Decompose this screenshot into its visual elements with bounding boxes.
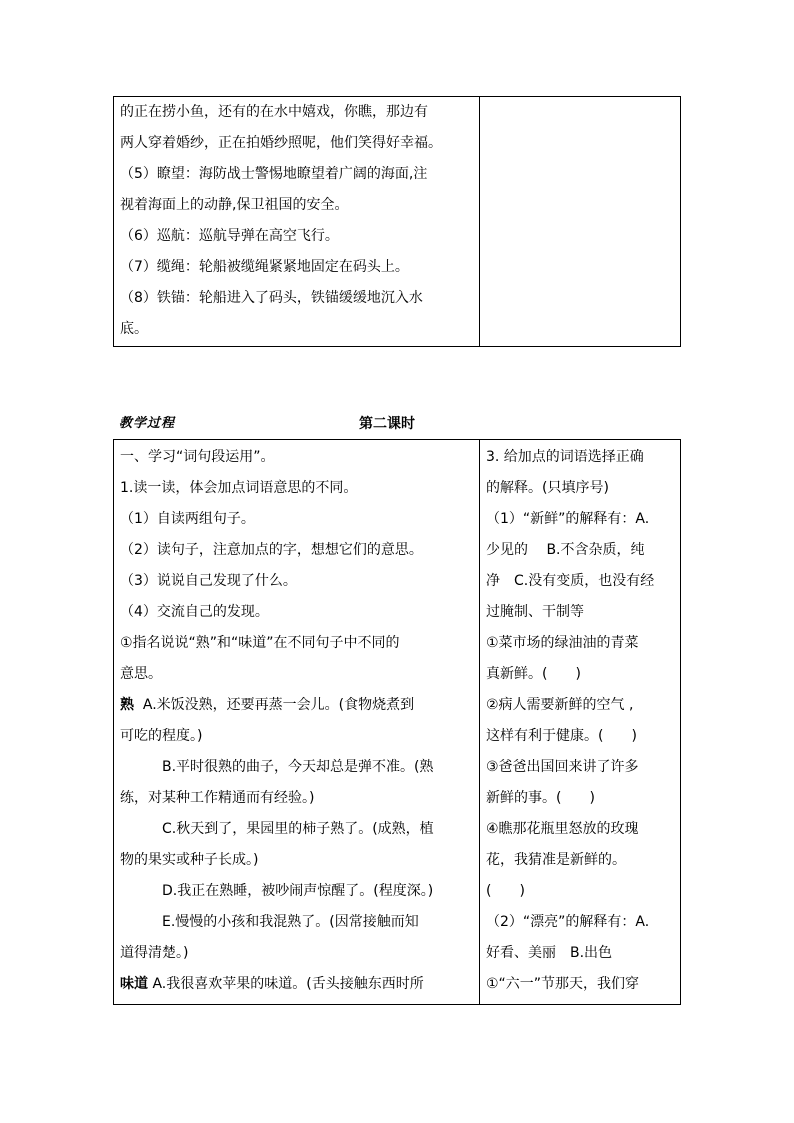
text-line: 物的果实或种子长成。)	[120, 852, 259, 868]
text-line: （2）读句子，注意加点的字，想想它们的意思。	[120, 542, 423, 558]
text-line: ①菜市场的绿油油的青菜	[486, 635, 639, 651]
table-right-cell	[480, 97, 680, 346]
text-line: 这样有利于健康。( )	[486, 728, 637, 744]
text-line: 一、学习“词句段运用”。	[120, 449, 275, 465]
text-line: （5）瞭望：海防战士警惕地瞭望着广阔的海面,注	[120, 166, 428, 182]
text-line: 意思。	[120, 666, 162, 682]
lesson-table	[113, 439, 681, 1005]
term-shu: 熟	[120, 697, 134, 713]
definition-line	[120, 695, 414, 715]
text-line: 可吃的程度。)	[120, 728, 203, 744]
text-line: ( )	[486, 883, 525, 899]
text-line: （6）巡航：巡航导弹在高空飞行。	[120, 228, 339, 244]
text-line: 练，对某种工作精通而有经验。)	[120, 790, 315, 806]
text-line: ④瞧那花瓶里怒放的玫瑰	[486, 821, 639, 837]
text-line: E.慢慢的小孩和我混熟了。(因常接触而知	[162, 914, 419, 930]
text-line: C.秋天到了，果园里的柿子熟了。(成熟，植	[162, 821, 434, 837]
text-line: ①指名说说“熟”和“味道”在不同句子中不同的	[120, 635, 400, 651]
text-line: A.米饭没熟，还要再蒸一会儿。(食物烧煮到	[142, 697, 415, 713]
text-line: 少见的 B.不含杂质，纯	[486, 542, 645, 558]
text-line: （1）自读两组句子。	[120, 511, 255, 527]
text-line: 花，我猜准是新鲜的。	[486, 852, 626, 868]
text-line: （1）“新鲜”的解释有：A.	[486, 511, 650, 527]
text-line: 的正在捞小鱼，还有的在水中嬉戏，你瞧，那边有	[120, 104, 428, 120]
table-right-cell	[480, 440, 680, 1004]
text-line: 底。	[120, 321, 148, 337]
text-line: 新鲜的事。( )	[486, 790, 595, 806]
table-left-cell	[114, 97, 480, 346]
text-line: 真新鲜。( )	[486, 666, 581, 682]
text-line: 净 C.没有变质，也没有经	[486, 573, 655, 589]
text-line: ②病人需要新鲜的空气 ,	[486, 697, 634, 713]
text-line: 视着海面上的动静,保卫祖国的安全。	[120, 197, 349, 213]
text-line: （7）缆绳：轮船被缆绳紧紧地固定在码头上。	[120, 259, 409, 275]
text-line: 好看、美丽 B.出色	[486, 945, 613, 961]
text-line: （4）交流自己的发现。	[120, 604, 269, 620]
table-continuation	[113, 96, 681, 347]
text-line: ①“六一”节那天，我们穿	[486, 976, 640, 992]
text-line: B.平时很熟的曲子，今天却总是弹不准。(熟	[162, 759, 434, 775]
table-left-cell	[114, 440, 480, 1004]
text-line: A.我很喜欢苹果的味道。(舌头接触东西时所	[152, 976, 424, 992]
text-line: 3. 给加点的词语选择正确	[486, 449, 644, 465]
text-line: ③爸爸出国回来讲了许多	[486, 759, 639, 775]
text-line: 道得清楚。)	[120, 945, 189, 961]
text-line: 的解释。(只填序号)	[486, 480, 609, 496]
lesson-title: 第二课时	[359, 416, 415, 432]
teaching-process-label: 教学过程	[119, 416, 176, 431]
text-line: D.我正在熟睡，被吵闹声惊醒了。(程度深。)	[162, 883, 434, 899]
text-line: 过腌制、干制等	[486, 604, 584, 620]
definition-line	[120, 974, 424, 994]
text-line: 1.读一读，体会加点词语意思的不同。	[120, 480, 358, 496]
text-line: （2）“漂亮”的解释有：A.	[486, 914, 650, 930]
text-line: （3）说说自己发现了什么。	[120, 573, 297, 589]
text-line: 两人穿着婚纱，正在拍婚纱照呢，他们笑得好幸福。	[120, 135, 442, 151]
text-line: （8）铁锚：轮船进入了码头，铁锚缓缓地沉入水	[120, 290, 423, 306]
term-weidao: 味道	[120, 976, 148, 992]
